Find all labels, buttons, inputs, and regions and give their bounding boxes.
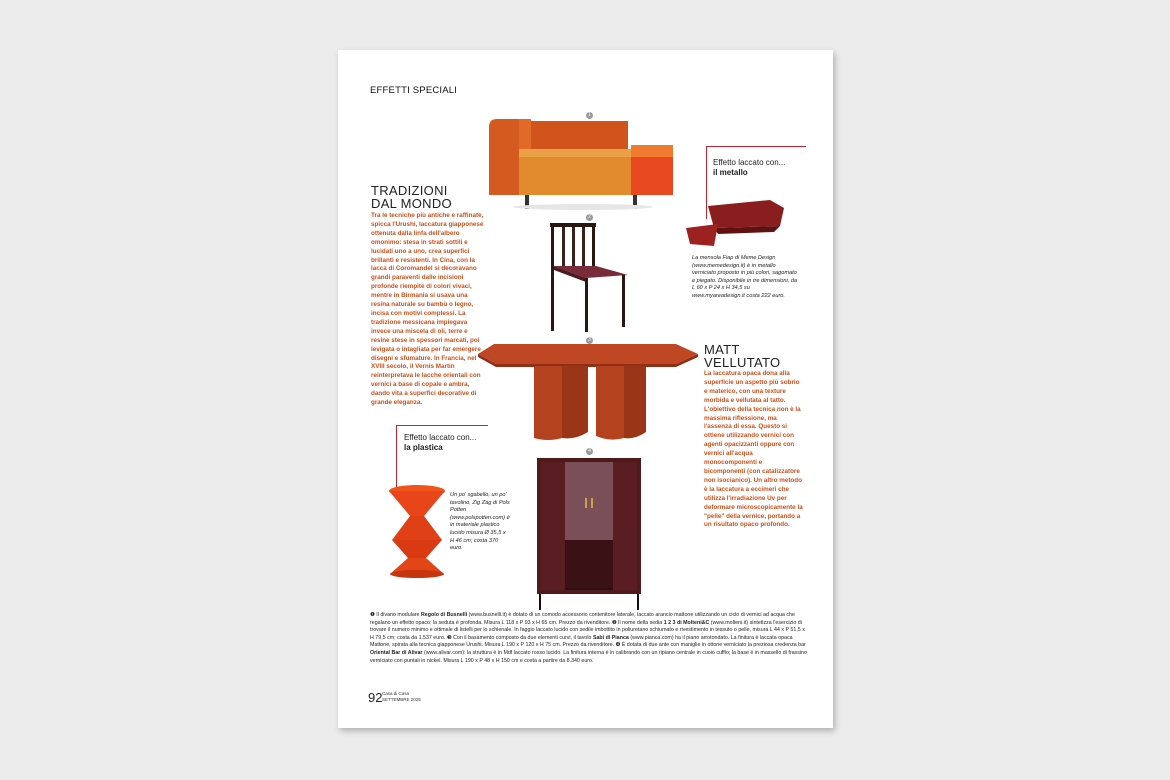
stool-image <box>384 482 452 580</box>
credit-1-text: ❶ Il divano modulare <box>370 612 421 618</box>
callout-line-plastica <box>396 425 397 487</box>
credit-2-product: 1 2 3 di Molteni&C <box>663 619 710 626</box>
shelf-image <box>684 188 786 250</box>
credit-3-body: (www.pianca.com) ha il piano arrotondato. La finitura è laccata opaca Mattone, spirata alla tecnica giapponese Urushi. Misura L 190 x P 120 x H 75 cm. Prezzo da rivenditore. ❹ È dotata di due ante con maniglie in ottone verniciato la preziosa credenza bar <box>370 634 806 649</box>
product-credits <box>370 612 810 665</box>
credit-2-body: (www.molteni.it) sintetizza l'esercizio di trovare il numero minimo e ottimale di listelli per lo schienale. In faggio laccato lucido con sedile imbottito in poliuretano schiumato e rivestimento in tessuto o pelle, misura L 44 x P 51,5 x H 79,5 cm; costa da 1.537 euro. ❸ Con il basamento composto da due elementi curvi, il tavolo <box>370 619 805 641</box>
matt-title-line1: MATT <box>704 342 740 357</box>
matt-body: La laccatura opaca dona alla superficie un aspetto più sobrio e materico, con una texture morbida e vellutata al tatto. L'obiettivo della tecnica non è la massima riflessione, ma l'assenza di essa. Questo si ottiene utilizzando vernici con agenti opacizzanti oppure con vernici all'acqua monocomponenti e bicomponenti (con catalizzatore non isocianico). Un altro metodo è la laccatura a eccimeri che utilizza l'irradiazione Uv per deformare microscopicamente la "pelle" della vernice, portando a un risultato opaco profondo. <box>704 370 803 529</box>
section-label: EFFETTI SPECIALI <box>370 85 458 96</box>
plastica-label: Effetto laccato con... <box>404 433 477 442</box>
chair-image <box>542 220 632 335</box>
callout-line-metallo-top <box>706 146 806 147</box>
credit-1-product: Regolo di Busnelli <box>420 612 468 618</box>
magazine-issue: SETTEMBRE 2025 <box>382 696 421 702</box>
tradizioni-title-line2: DAL MONDO <box>371 196 452 211</box>
item-number-4: 4 <box>586 448 593 455</box>
cabinet-image <box>533 454 645 614</box>
item-number-2: 2 <box>586 214 593 221</box>
tradizioni-title-line1: TRADIZIONI <box>371 183 448 198</box>
tradizioni-title <box>371 184 452 210</box>
item-number-1: 1 <box>586 112 593 119</box>
plastica-callout <box>404 433 514 453</box>
magazine-page <box>338 50 833 728</box>
page-number: 92 <box>368 690 383 705</box>
tradizioni-body: Tra le tecniche più antiche e raffinate, spicca l'Urushi, laccatura giapponese ottenuta dalla linfa dell'albero omonimo: stesa in strati sottili e lucidati uno a uno, crea superfici brillanti e resistenti. In Cina, con la lacca di Coromandel si decoravano grandi paraventi dalle incisioni profonde riempite di colori vivaci, mentre in Birmania si usava una resina naturale su bambù o legno, incisa con motivi complessi. La tradizione messicana impiegava invece una miscela di oli, terre e resine stese in spessori marcati, poi levigata o intagliata per far emergere disegni e sfumature. In Francia, nel XVIII secolo, il Vernis Martin reinterpretava le lacche orientali con vernici a base di copale e ambra, dando vita a superfici decorative di grande eleganza. <box>371 212 484 407</box>
plastica-caption: Un po' sgabello, un po' tavolino, Zig Zag di Pols Potten (www.polspotten.com) è in materiale plastico lucido misura Ø 35,5 x H 46 cm; costa 370 euro. <box>450 492 510 552</box>
metallo-caption: La mensola Fiap di Meme Design (www.memedesign.it) è in metallo verniciato proposto in più colori, sagomato e piegato. Disponibile in tre dimensioni, da L 60 x P 24 x H 34,5 su www.myareadesign.it costa 222 euro. <box>692 255 798 299</box>
item-number-3: 3 <box>586 337 593 344</box>
metallo-callout <box>713 158 823 178</box>
metallo-label: Effetto laccato con... <box>713 158 786 167</box>
metallo-material: il metallo <box>713 168 748 177</box>
matt-title-line2: VELLUTATO <box>704 355 781 370</box>
credit-4-product: Oriental Bar di Alivar <box>370 649 423 656</box>
magazine-name: Casa di Casa <box>382 691 410 696</box>
credit-4-body: (www.alivar.com): la struttura è in Mdf laccato rosso lucido. La finitura interna è in calibrando con un ripiano centrale in cuoio cuffio; la base è in massello di frassino verniciato con puntali in nickel. Misura L 190 x P 48 x H 150 cm e costa a partire da 8.340 euro. <box>370 649 807 664</box>
plastica-material: la plastica <box>404 443 443 452</box>
table-image <box>476 340 701 445</box>
callout-line-plastica-top <box>396 425 488 426</box>
sofa-image <box>483 115 678 213</box>
credit-3-product: Sabi di Pianca <box>592 634 629 641</box>
magazine-info <box>382 691 421 702</box>
credit-1-body: (www.busnelli.it) è dotato di un comodo accessorio contenitore laterale, laccato arancio mattone utilizzando un ciclo di vernici ad acqua che regalano un effetto opaco; la seduta è profonda. Misura L 118 x P 93 x H 65 cm. Prezzo da rivenditore. ❷ Il nome della sedia <box>370 612 795 626</box>
matt-title <box>704 343 780 369</box>
